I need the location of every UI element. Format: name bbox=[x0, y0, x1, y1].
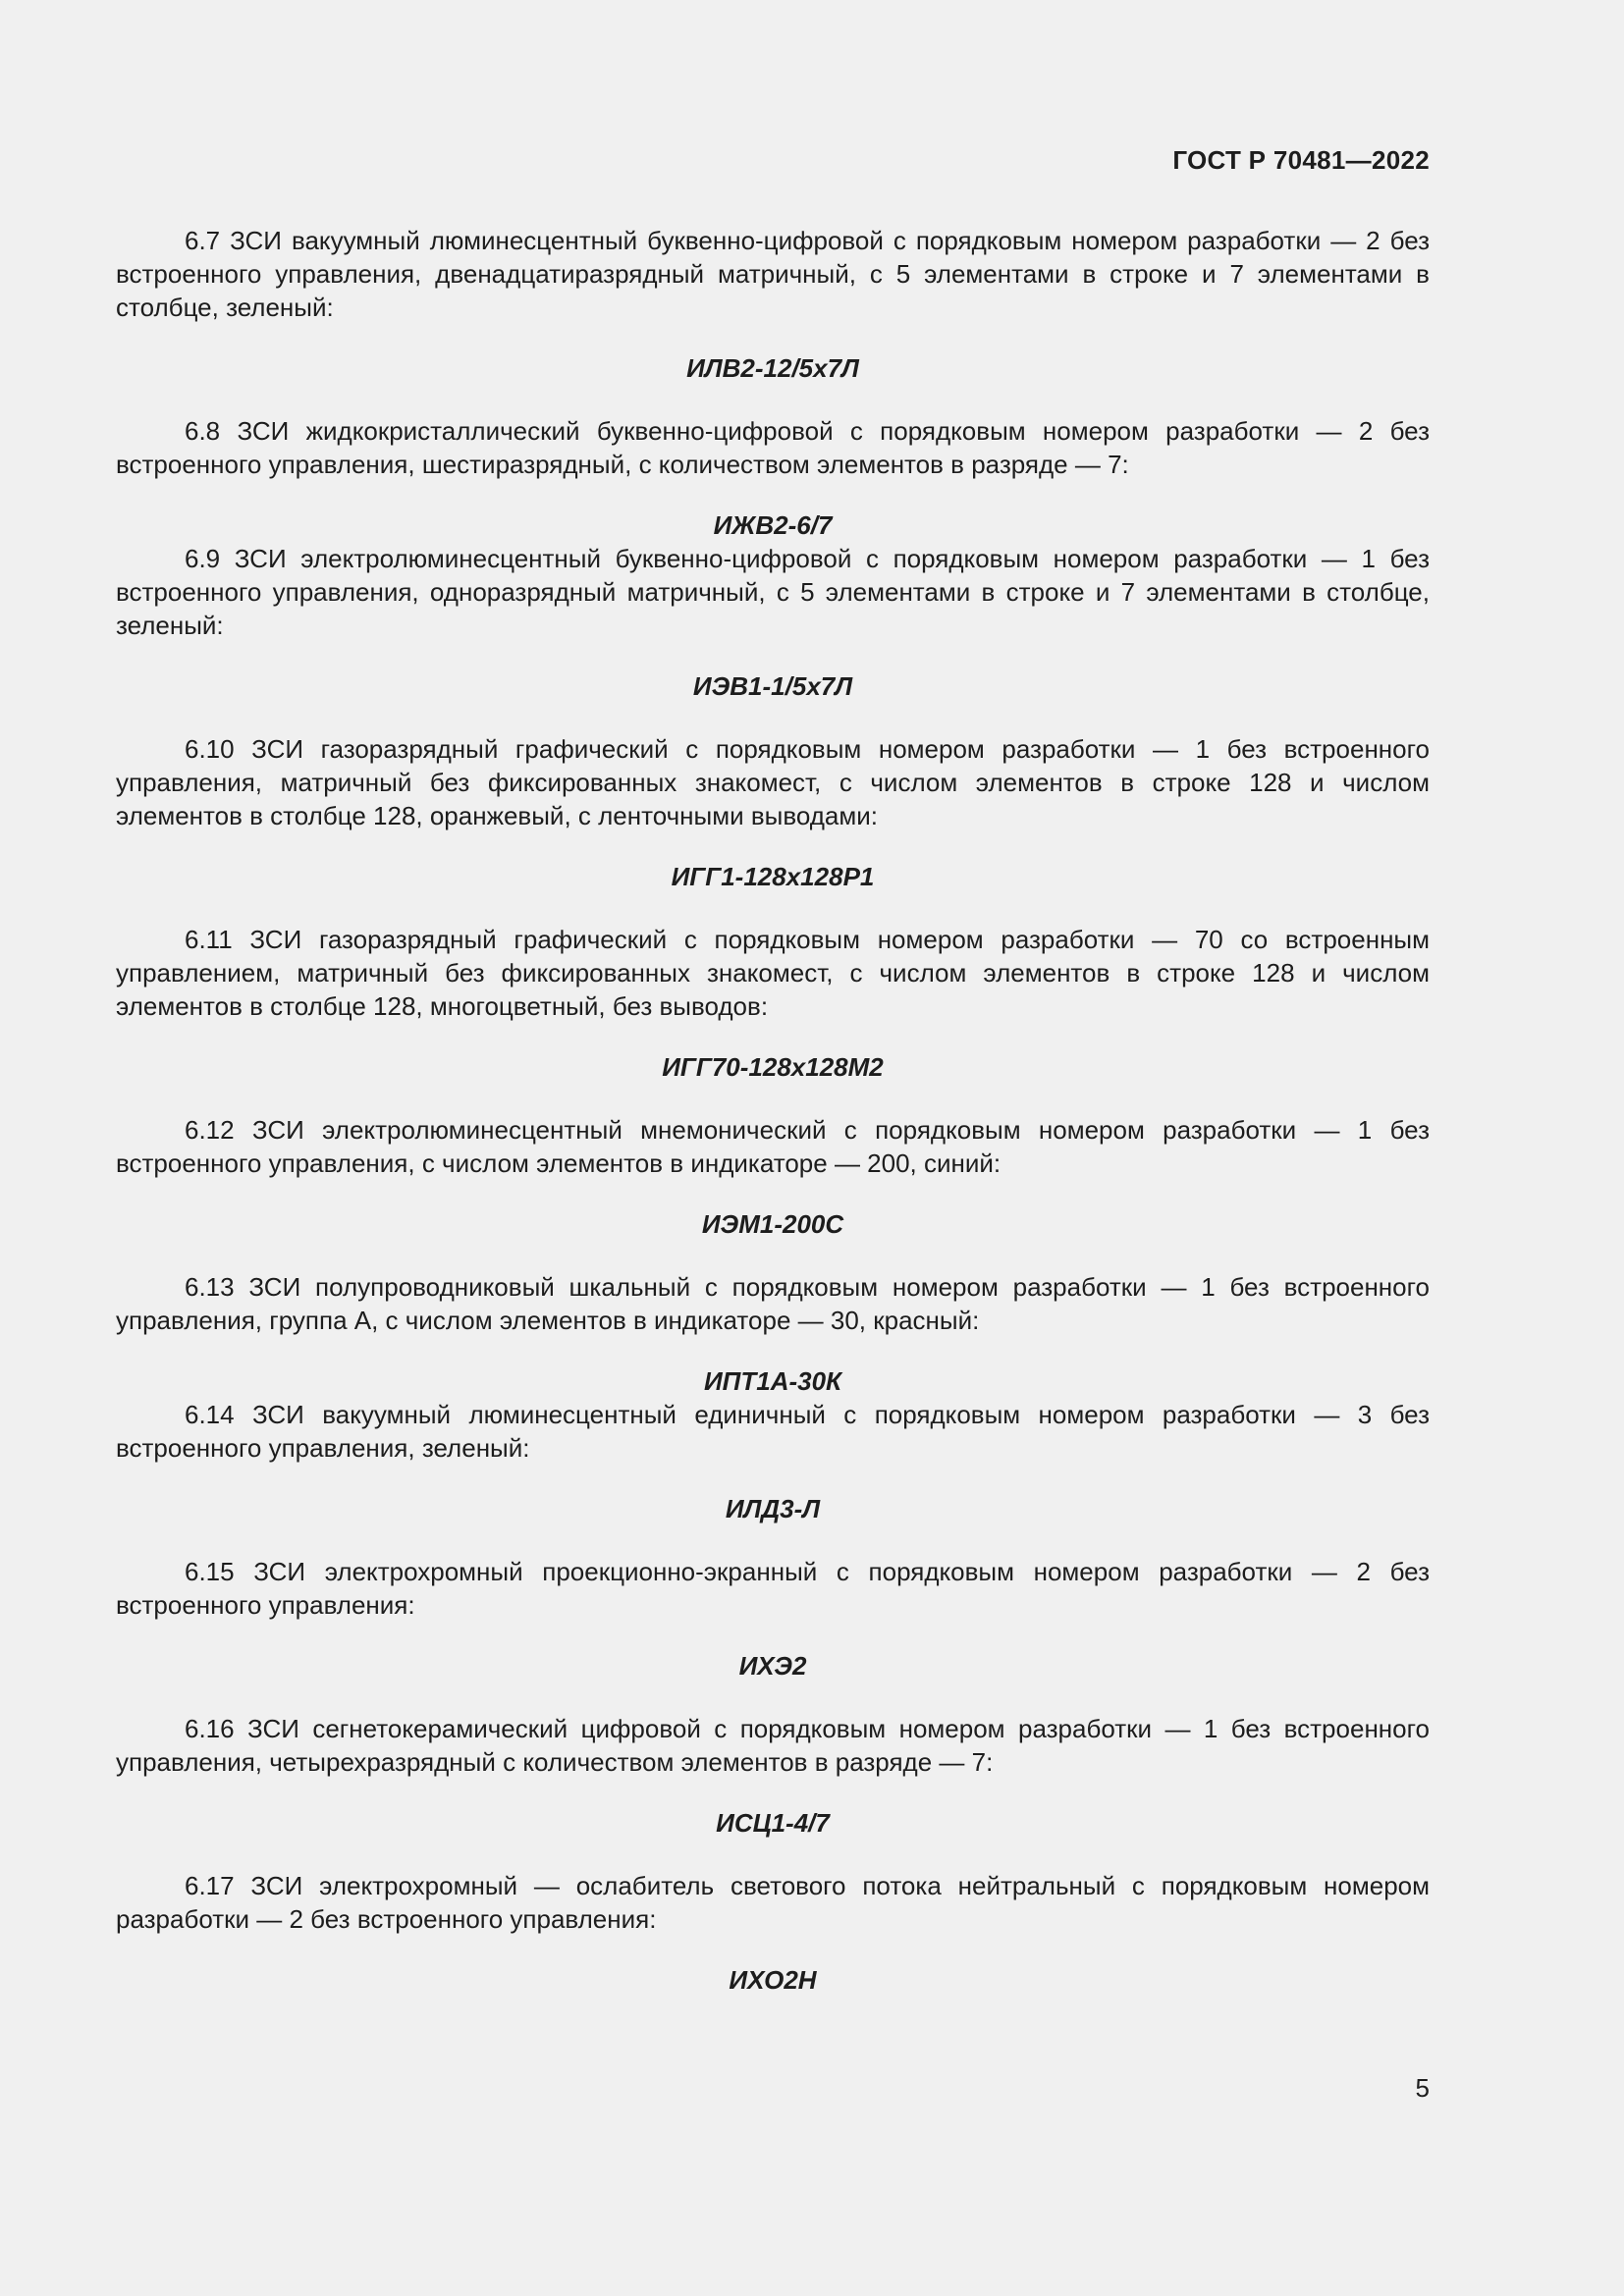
clause-6-16: 6.16 ЗСИ сегнетокерамический цифровой с порядковым номером разработки — 1 без встроенного управления, четырехразрядный с количеством элементов в разряде — 7: bbox=[116, 1714, 1430, 1777]
clause-6-14: 6.14 ЗСИ вакуумный люминесцентный единичный с порядковым номером разработки — 3 без встроенного управления, зеленый: bbox=[116, 1400, 1430, 1463]
clause-6-7: 6.7 ЗСИ вакуумный люминесцентный буквенно-цифровой с порядковым номером разработки — 2 без встроенного управления, двенадцатиразрядный матричный, с 5 элементами в строке и 7 элементами в столбце, зеленый: bbox=[116, 226, 1430, 322]
designation-6-13: ИПТ1А-30К bbox=[703, 1366, 842, 1396]
designation-6-14: ИЛД3-Л bbox=[725, 1494, 821, 1523]
designation-6-7: ИЛВ2-12/5x7Л bbox=[686, 353, 859, 383]
document-header: ГОСТ Р 70481—2022 bbox=[1172, 145, 1430, 175]
clause-6-11: 6.11 ЗСИ газоразрядный графический с порядковым номером разработки — 70 со встроенным управлением, матричный без фиксированных знакомест, с числом элементов в строке 128 и числом элементов в столбце 128, многоцветный, без выводов: bbox=[116, 925, 1430, 1021]
designation-6-15: ИХЭ2 bbox=[738, 1651, 807, 1681]
designation-6-8: ИЖВ2-6/7 bbox=[713, 510, 833, 540]
clause-6-12: 6.12 ЗСИ электролюминесцентный мнемонический с порядковым номером разработки — 1 без встроенного управления, с числом элементов в индикаторе — 200, синий: bbox=[116, 1115, 1430, 1178]
designation-6-11: ИГГ70-128x128М2 bbox=[662, 1052, 884, 1082]
clause-6-17: 6.17 ЗСИ электрохромный — ослабитель светового потока нейтральный с порядковым номером разработки — 2 без встроенного управления: bbox=[116, 1871, 1430, 1934]
clause-6-10: 6.10 ЗСИ газоразрядный графический с порядковым номером разработки — 1 без встроенного управления, матричный без фиксированных знакомест, с числом элементов в строке 128 и числом элементов в столбце 128, оранжевый, с ленточными выводами: bbox=[116, 734, 1430, 830]
clause-6-8: 6.8 ЗСИ жидкокристаллический буквенно-цифровой с порядковым номером разработки — 2 без встроенного управления, шестиразрядный, с количеством элементов в разряде — 7: bbox=[116, 416, 1430, 479]
designation-6-17: ИХО2Н bbox=[729, 1965, 817, 1995]
designation-6-12: ИЭМ1-200С bbox=[701, 1209, 844, 1239]
clause-6-9: 6.9 ЗСИ электролюминесцентный буквенно-цифровой с порядковым номером разработки — 1 без встроенного управления, одноразрядный матричный, с 5 элементами в строке и 7 элементами в столбце, зеленый: bbox=[116, 544, 1430, 640]
clause-6-13: 6.13 ЗСИ полупроводниковый шкальный с порядковым номером разработки — 1 без встроенного управления, группа А, с числом элементов в индикаторе — 30, красный: bbox=[116, 1272, 1430, 1335]
designation-6-9: ИЭВ1-1/5x7Л bbox=[692, 671, 853, 701]
clause-6-15: 6.15 ЗСИ электрохромный проекционно-экранный с порядковым номером разработки — 2 без встроенного управления: bbox=[116, 1557, 1430, 1620]
document-body bbox=[116, 224, 1430, 1997]
designation-6-10: ИГГ1-128x128Р1 bbox=[671, 862, 875, 891]
page-number: 5 bbox=[1415, 2073, 1430, 2103]
designation-6-16: ИСЦ1-4/7 bbox=[716, 1808, 830, 1838]
